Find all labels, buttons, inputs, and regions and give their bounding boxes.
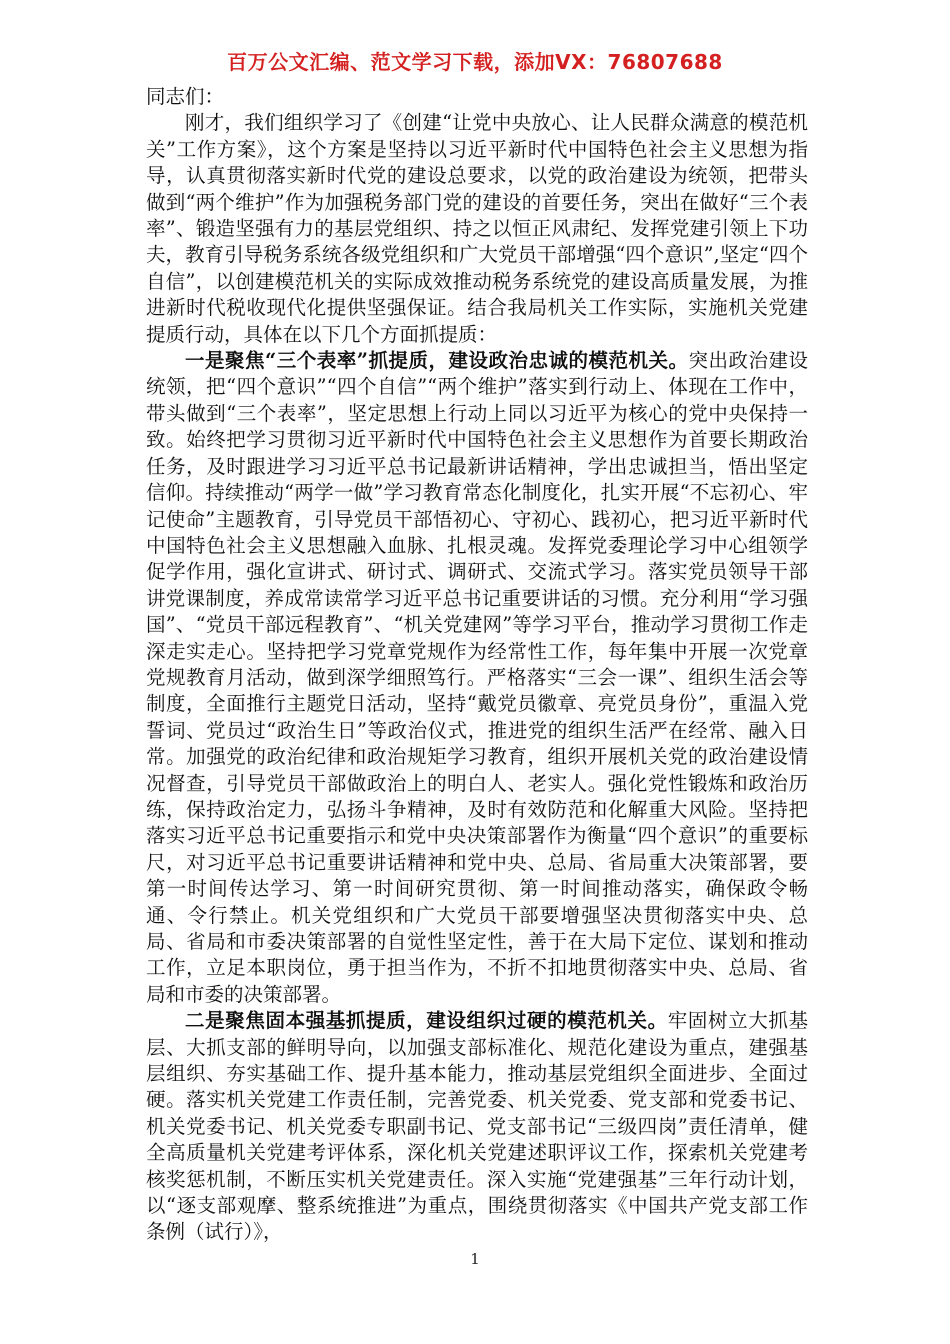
promo-banner: 百万公文汇编、范文学习下载，添加VX：76807688: [227, 50, 723, 74]
paragraph-text: 刚才，我们组织学习了《创建“让党中央放心、让人民群众满意的模范机关”工作方案》，这个方案是坚持以习近平新时代中国特色社会主义思想为指导，认真贯彻落实新时代党的建设总要求，以党的政治建设为统领，把带头做到“两个维护”作为加强税务部门党的建设的首要任务，突出在做好“三个表率”、锻造坚强有力的基层党组织、持之以恒正风肃纪、发挥党建引领上下功夫，教育引导税务系统各级党组织和广大党员干部增强“四个意识”,坚定“四个自信”，以创建模范机关的实际成效推动税务系统党的建设高质量发展，为推进新时代税收现代化提供坚强保证。结合我局机关工作实际，实施机关党建提质行动，具体在以下几个方面抓提质：: [146, 111, 808, 346]
salutation: 同志们：: [146, 85, 225, 108]
page-number: 1: [470, 1250, 480, 1268]
paragraph-text: 突出政治建设统领，把“四个意识”“四个自信”“两个维护”落实到行动上、体现在工作中，带头做到“三个表率”，坚定思想上行动上同以习近平为核心的党中央保持一致。始终把学习贯彻习近平新时代中国特色社会主义思想作为首要长期政治任务，及时跟进学习习近平总书记最新讲话精神，学出忠诚担当，悟出坚定信仰。持续推动“两学一做”学习教育常态化制度化，扎实开展“不忘初心、牢记使命”主题教育，引导党员干部悟初心、守初心、践初心，把习近平新时代中国特色社会主义思想融入血脉、扎根灵魂。发挥党委理论学习中心组领学促学作用，强化宣讲式、研讨式、调研式、交流式学习。落实党员领导干部讲党课制度，养成常读常学习近平总书记重要讲话的习惯。充分利用“学习强国”、“党员干部远程教育”、“机关党建网”等学习平台，推动学习贯彻工作走深走实走心。坚持把学习党章党规作为经常性工作，每年集中开展一次党章党规教育月活动，做到深学细照笃行。严格落实“三会一课”、组织生活会等制度，全面推行主题党日活动，坚持“戴党员徽章、亮党员身份”，重温入党誓词、党员过“政治生日”等政治仪式，推进党的组织生活严在经常、融入日常。加强党的政治纪律和政治规矩学习教育，组织开展机关党的政治建设情况督查，引导党员干部做政治上的明白人、老实人。强化党性锻炼和政治历练，保持政治定力，弘扬斗争精神，及时有效防范和化解重大风险。坚持把落实习近平总书记重要指示和党中央决策部署作为衡量“四个意识”的重要标尺，对习近平总书记重要讲话精神和党中央、总局、省局重大决策部署，要第一时间传达学习、第一时间研究贯彻、第一时间推动落实，确保政令畅通、令行禁止。机关党组织和广大党员干部要增强坚决贯彻落实中央、总局、省局和市委决策部署的自觉性坚定性，善于在大局下定位、谋划和推动工作，立足本职岗位，勇于担当作为，不折不扣地贯彻落实中央、总局、省局和市委的决策部署。: [146, 349, 808, 1006]
document-body: [146, 84, 808, 1246]
paragraph-heading: 一是聚焦“三个表率”抓提质，建设政治忠诚的模范机关。: [185, 349, 689, 373]
paragraph-heading: 二是聚焦固本强基抓提质，建设组织过硬的模范机关。: [185, 1009, 668, 1033]
paragraph-text: 牢固树立大抓基层、大抓支部的鲜明导向，以加强支部标准化、规范化建设为重点，建强基层组织、夯实基础工作、提升基本能力，推动基层党组织全面进步、全面过硬。落实机关党建工作责任制，完善党委、机关党委、党支部和党委书记、机关党委书记、机关党委专职副书记、党支部书记“三级四岗”责任清单，健全高质量机关党建考评体系，深化机关党建述职评议工作，探索机关党建考核奖惩机制，不断压实机关党建责任。深入实施“党建强基”三年行动计划，以“逐支部观摩、整系统推进”为重点，围绕贯彻落实《中国共产党支部工作条例（试行）》，: [146, 1009, 808, 1244]
paragraph-point-one: [146, 348, 808, 1008]
paragraph-intro: [146, 110, 808, 348]
paragraph-point-two: [146, 1008, 808, 1246]
